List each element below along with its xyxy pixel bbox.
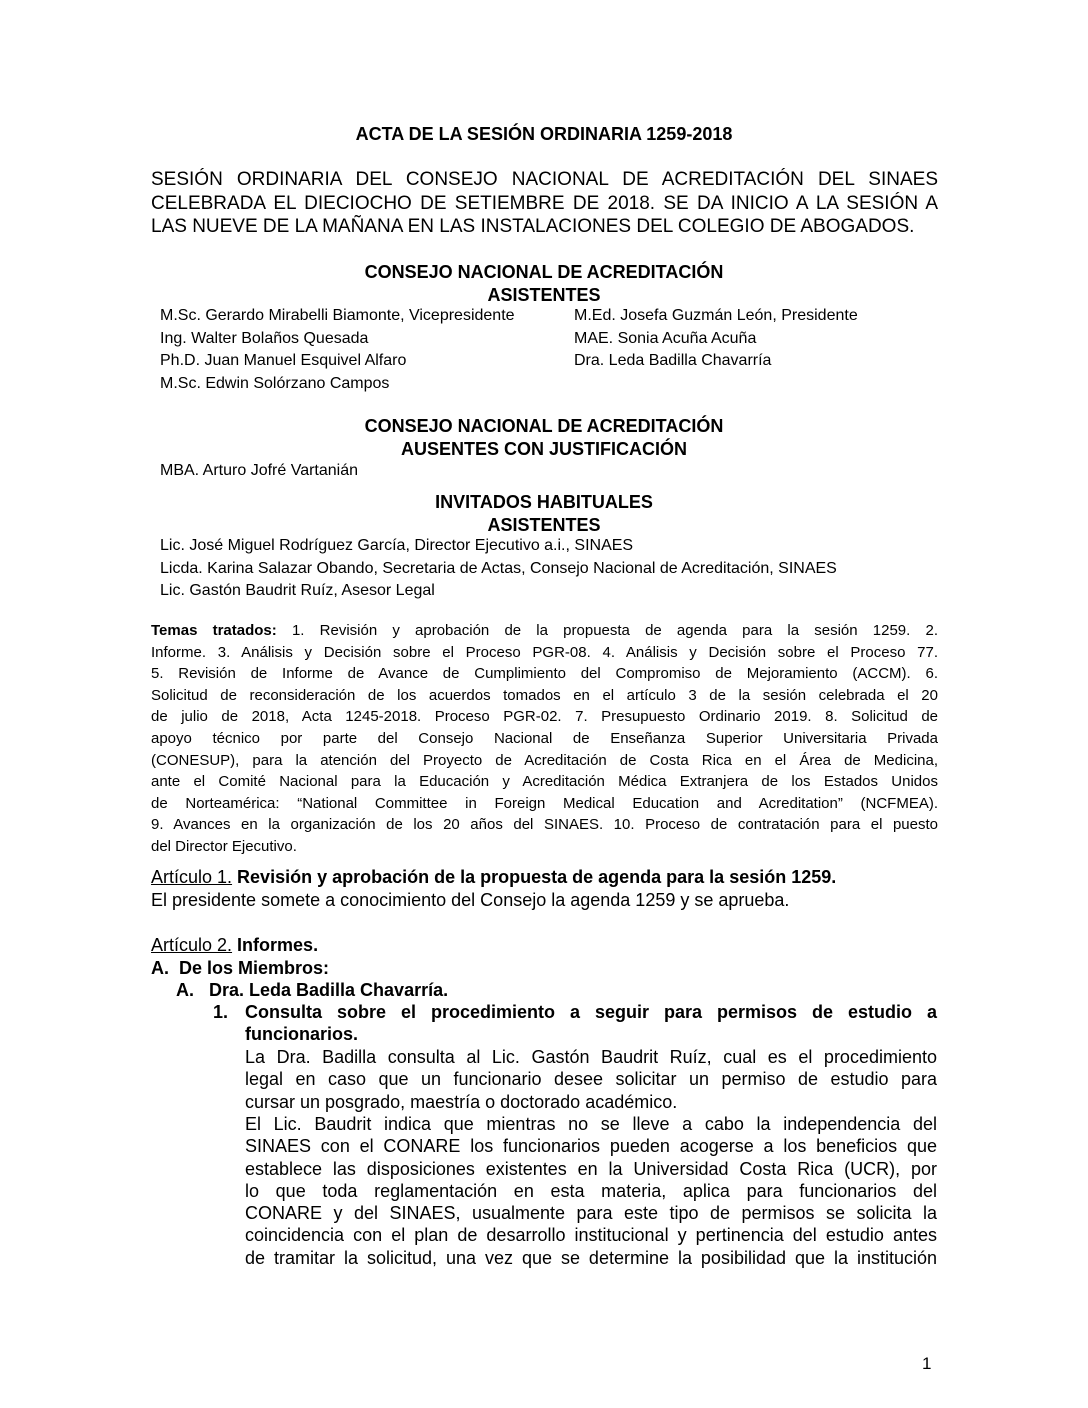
attendees-left-column <box>160 305 515 395</box>
document-title: ACTA DE LA SESIÓN ORDINARIA 1259-2018 <box>355 124 733 144</box>
item-paragraph-2: El Lic. Baudrit indica que mientras no se lleve a cabo la independencia del SINAES con el CONARE los funcionarios pueden acogerse a los beneficios que establece las disposiciones existentes en la Universidad Costa Rica (UCR), por lo que toda reglamentación en esta materia, aplica para funcionarios del CONARE y del SINAES, usualmente para este tipo de permisos se solicita la coincidencia con el plan de desarrollo institucional y pertinencia del estudio antes de tramitar la solicitud, una vez que se determine la posibilidad que la institución <box>245 1114 937 1268</box>
session-intro <box>151 168 938 239</box>
guest-name: Lic. José Miguel Rodríguez García, Director Ejecutivo a.i., SINAES <box>160 537 634 554</box>
guests-list <box>160 535 837 603</box>
section-heading: CONSEJO NACIONAL DE ACREDITACIÓN <box>364 416 724 436</box>
section-subheading: ASISTENTES <box>487 515 601 535</box>
article-2-heading <box>151 934 318 956</box>
attendee-name: Ph.D. Juan Manuel Esquivel Alfaro <box>160 352 407 369</box>
attendee-name: Ing. Walter Bolaños Quesada <box>160 329 369 347</box>
section-subheading: ASISTENTES <box>487 285 601 305</box>
page-number: 1 <box>922 1354 932 1373</box>
section-heading: CONSEJO NACIONAL DE ACREDITACIÓN <box>364 262 724 282</box>
section-subheading: AUSENTES CON JUSTIFICACIÓN <box>400 439 688 459</box>
article-2-title: Informes. <box>232 935 319 955</box>
section-heading: INVITADOS HABITUALES <box>435 492 653 512</box>
article-1-heading <box>151 866 836 888</box>
article-1-text: El presidente somete a conocimiento del Consejo la agenda 1259 y se aprueba. <box>151 890 790 910</box>
intro-line: SESIÓN ORDINARIA DEL CONSEJO NACIONAL DE ACREDITACIÓN DEL SINAES <box>151 169 938 190</box>
intro-line: CELEBRADA EL DIECIOCHO DE SETIEMBRE DE 2018. SE DA INICIO A LA SESIÓN A <box>151 192 938 214</box>
subsection-members: A. De los Miembros: <box>151 958 330 978</box>
attendee-name: Dra. Leda Badilla Chavarría <box>574 352 772 369</box>
intro-line: LAS NUEVE DE LA MAÑANA EN LAS INSTALACIONES DEL COLEGIO DE ABOGADOS. <box>151 216 915 237</box>
article-1-label: Artículo 1. <box>151 867 233 887</box>
topics-line: Temas tratados: 1. Revisión y aprobación de la propuesta de agenda para la sesión 1259. 2. <box>151 622 938 639</box>
guest-name: Lic. Gastón Baudrit Ruíz, Asesor Legal <box>160 582 435 599</box>
attendee-name: M.Ed. Josefa Guzmán León, Presidente <box>574 307 858 324</box>
topics-label: Temas tratados: <box>151 622 277 639</box>
item-paragraph-1: La Dra. Badilla consulta al Lic. Gastón Baudrit Ruíz, cual es el procedimiento legal en caso que un funcionario desee solicitar un permiso de estudio para cursar un posgrado, maestría o doctorado académico. <box>245 1047 937 1112</box>
absentees-list <box>160 460 358 483</box>
attendee-name: M.Sc. Edwin Solórzano Campos <box>160 374 390 392</box>
guest-name: Licda. Karina Salazar Obando, Secretaria de Actas, Consejo Nacional de Acreditación, SINAES <box>160 559 837 577</box>
attendee-name: M.Sc. Gerardo Mirabelli Biamonte, Vicepresidente <box>160 307 515 324</box>
attendees-right-column <box>574 305 858 373</box>
item-number: 1. <box>213 1002 229 1022</box>
article-1-title: Revisión y aprobación de la propuesta de agenda para la sesión 1259. <box>232 867 837 887</box>
absentee-name: MBA. Arturo Jofré Vartanián <box>160 462 359 479</box>
attendee-name: MAE. Sonia Acuña Acuña <box>574 329 757 347</box>
topics-paragraph: Temas tratados: 1. Revisión y aprobación de la propuesta de agenda para la sesión 1259. 2. Informe. 3. Análisis y Decisión sobre el Proceso PGR-08. 4. Análisis y Decisión sobre el Proceso 77. 5. Revisión de Informe de Avance de Cumplimiento del Compromiso de Mejoramiento (ACCM). 6. Solicitud de reconsideración de los acuerdos tomados en el artículo 3 de la sesión celebrada el 20 de julio de 2018, Acta 1245-2018. Proceso PGR-02. 7. Presupuesto Ordinario 2019. 8. Solicitud de apoyo técnico por parte del Consejo Nacional de Enseñanza Superior Universitaria Privada (CONESUP), para la atención del Proyecto de Acreditación de Costa Rica en el Área de Medicina, ante el Comité Nacional para la Educación y Acreditación Médica Extranjera de los Estados Unidos de Norteamérica: “National Committee in Foreign Medical Education and Acreditation” (NCFMEA). 9. Avances en la organización de los 20 años del SINAES. 10. Proceso de contratación para el puesto del Director Ejecutivo. <box>151 622 938 855</box>
subsection-member-name: A. Dra. Leda Badilla Chavarría. <box>176 980 449 1000</box>
article-2-label: Artículo 2. <box>151 935 233 955</box>
item-title: Consulta sobre el procedimiento a seguir para permisos de estudio a funcionarios. <box>245 1002 937 1045</box>
